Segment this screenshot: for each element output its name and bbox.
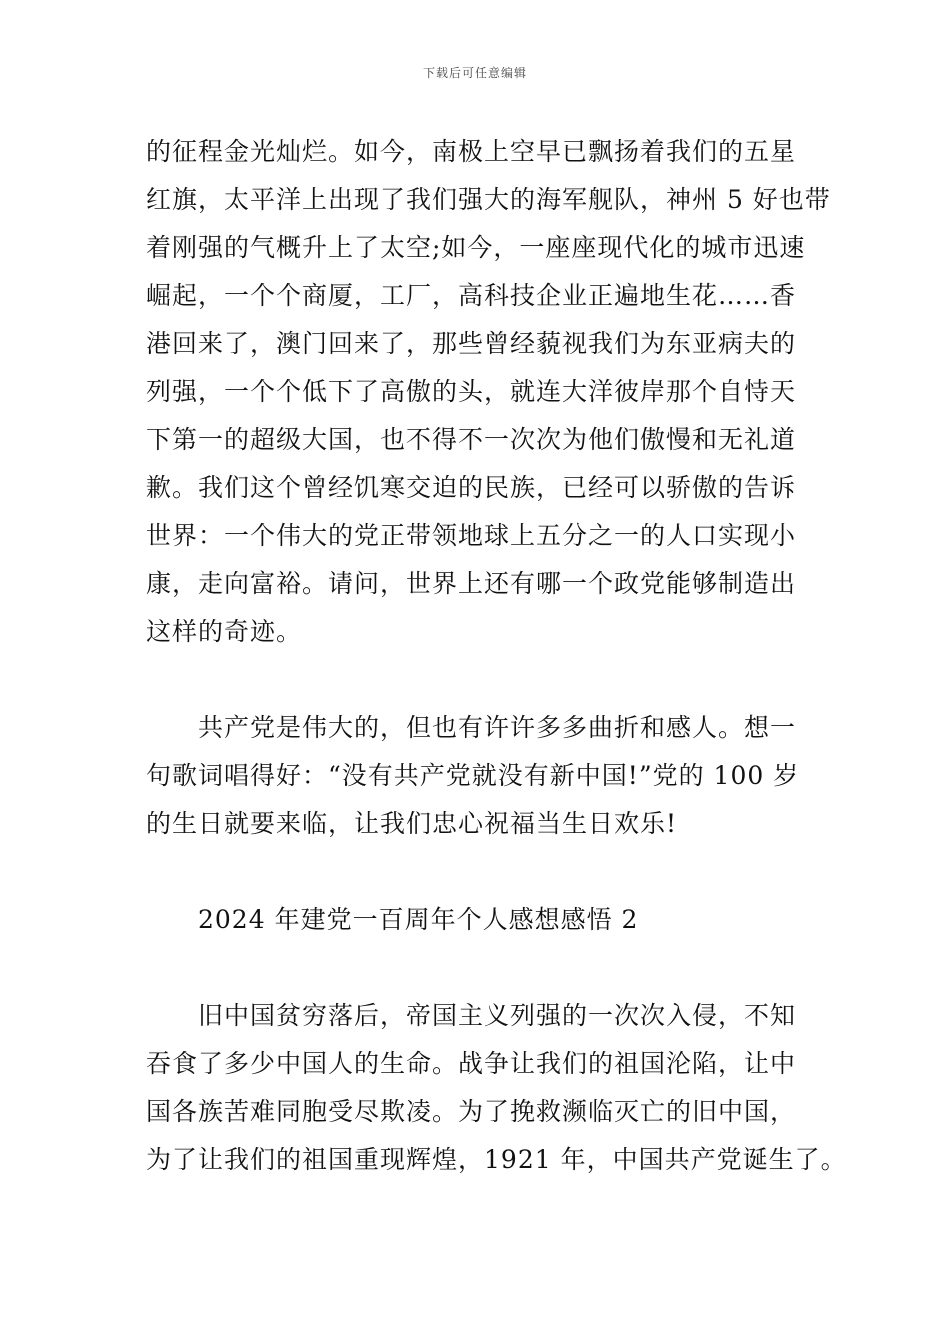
text-line: 歉。我们这个曾经饥寒交迫的民族，已经可以骄傲的告诉	[146, 473, 797, 502]
page-header: 下载后可任意编辑	[422, 66, 527, 80]
paragraph-3	[146, 992, 847, 1184]
paragraph-gap	[146, 944, 810, 992]
text-line: 的生日就要来临，让我们忠心祝福当生日欢乐!	[146, 809, 678, 838]
text-line: 为了让我们的祖国重现辉煌，1921 年，中国共产党诞生了。	[146, 1145, 847, 1174]
paragraph-gap	[146, 848, 810, 896]
document-body	[146, 128, 847, 1184]
text-line: 世界：一个伟大的党正带领地球上五分之一的人口实现小	[146, 521, 797, 550]
section-heading	[146, 896, 810, 944]
paragraph-1	[146, 128, 831, 656]
text-line: 这样的奇迹。	[146, 617, 303, 646]
text-line: 吞食了多少中国人的生命。战争让我们的祖国沦陷，让中	[146, 1049, 797, 1078]
text-line: 列强，一个个低下了高傲的头，就连大洋彼岸那个自恃天	[146, 377, 797, 406]
paragraph-2	[146, 704, 810, 848]
heading-line: 2024 年建党一百周年个人感想感悟 2	[198, 905, 639, 934]
text-line: 句歌词唱得好：“没有共产党就没有新中国!”党的 100 岁	[146, 761, 800, 790]
text-line: 港回来了，澳门回来了，那些曾经藐视我们为东亚病夫的	[146, 329, 797, 358]
text-line: 国各族苦难同胞受尽欺凌。为了挽救濒临灭亡的旧中国，	[146, 1097, 797, 1126]
text-line: 康，走向富裕。请问，世界上还有哪一个政党能够制造出	[146, 569, 797, 598]
paragraph-gap	[146, 656, 810, 704]
text-line: 崛起，一个个商厦，工厂，高科技企业正遍地生花……香	[146, 281, 797, 310]
text-line: 红旗，太平洋上出现了我们强大的海军舰队，神州 5 好也带	[146, 185, 831, 214]
text-line: 下第一的超级大国，也不得不一次次为他们傲慢和无礼道	[146, 425, 797, 454]
text-line: 着刚强的气概升上了太空;如今，一座座现代化的城市迅速	[146, 233, 806, 262]
text-line: 旧中国贫穷落后，帝国主义列强的一次次入侵，不知	[198, 1001, 797, 1030]
text-line: 共产党是伟大的，但也有许许多多曲折和感人。想一	[198, 713, 797, 742]
text-line: 的征程金光灿烂。如今，南极上空早已飘扬着我们的五星	[146, 137, 797, 166]
